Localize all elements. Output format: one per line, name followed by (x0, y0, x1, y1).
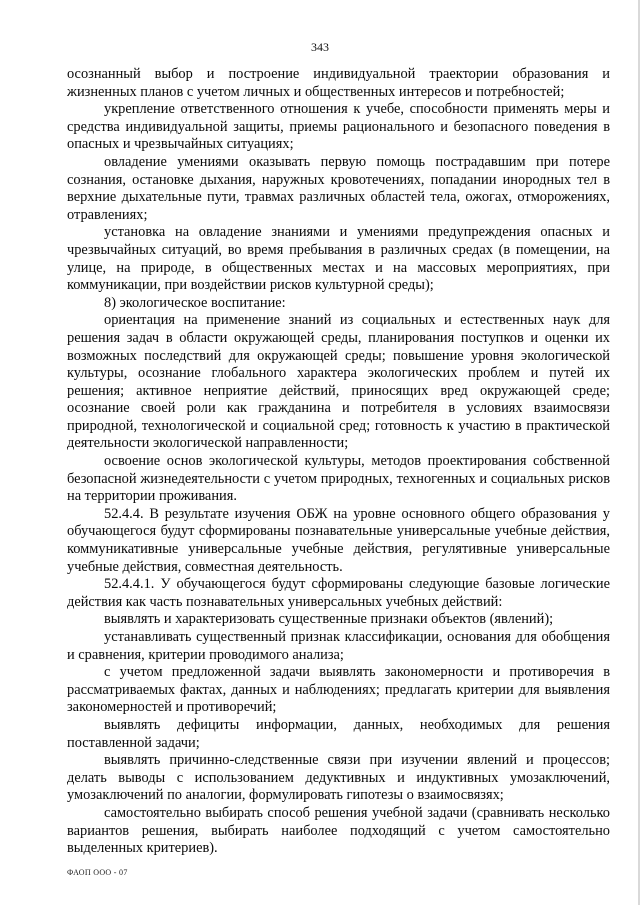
paragraph-clause-52-4-4-1: 52.4.4.1. У обучающегося будут сформированы следующие базовые логические действия как часть познавательных универсальных учебных действий: (67, 576, 610, 610)
paragraph-13: выявлять дефициты информации, данных, необходимых для решения поставленной задачи; (67, 716, 610, 751)
paragraph-12: с учетом предложенной задачи выявлять закономерности и противоречия в рассматриваемых фактах, данных и наблюдениях; предлагать критерии для выявления закономерностей и противоречий; (67, 664, 610, 716)
paragraph-15: самостоятельно выбирать способ решения учебной задачи (сравнивать несколько вариантов решения, выбирать наиболее подходящий с учетом самостоятельно выделенных критериев). (67, 804, 610, 857)
page-number: 343 (311, 40, 329, 54)
section-heading-ecological: 8) экологическое воспитание: (104, 294, 286, 311)
paragraph-2: укрепление ответственного отношения к учебе, способности применять меры и средства индивидуальной защиты, приемы рационального и безопасного поведения в опасных и чрезвычайных ситуациях; (67, 101, 610, 153)
paragraph-clause-52-4-4: 52.4.4. В результате изучения ОБЖ на уровне основного общего образования у обучающегося будут сформированы познавательные универсальные учебные действия, коммуникативные универсальные учебные действия, регулятивные универсальные учебные действия, совместная деятельность. (67, 505, 610, 575)
paragraph-14: выявлять причинно-следственные связи при изучении явлений и процессов; делать выводы с использованием дедуктивных и индуктивных умозаключений, умозаключений по аналогии, формулировать гипотезы о взаимосвязях; (67, 752, 610, 804)
paragraph-3: овладение умениями оказывать первую помощь пострадавшим при потере сознания, остановке дыхания, наружных кровотечениях, попадании инородных тел в верхние дыхательные пути, травмах различных областей тела, ожогах, отморожениях, отравлениях; (67, 153, 610, 223)
paragraph-7: освоение основ экологической культуры, методов проектирования собственной безопасной жизнедеятельности с учетом природных, техногенных и социальных рисков на территории проживания. (67, 453, 610, 505)
footer-document-code: ФАОП ООО - 07 (67, 868, 128, 877)
paragraph-4: установка на овладение знаниями и умениями предупреждения опасных и чрезвычайных ситуаций, во время пребывания в различных средах (в помещении, на улице, на природе, в общественных местах и на массовых мероприятиях, при коммуникации, при воздействии рисков культурной среды); (67, 224, 610, 294)
paragraph-11: устанавливать существенный признак классификации, основания для обобщения и сравнения, критерии проводимого анализа; (67, 629, 610, 663)
paragraph-1: осознанный выбор и построение индивидуальной траектории образования и жизненных планов с учетом личных и общественных интересов и потребностей; (67, 66, 610, 100)
paragraph-10: выявлять и характеризовать существенные признаки объектов (явлений); (104, 611, 554, 628)
document-body (67, 66, 610, 858)
paragraph-6: ориентация на применение знаний из социальных и естественных наук для решения задач в области окружающей среды, планирования поступков и оценки их возможных последствий для окружающей среды; повышение уровня экологической культуры, осознание глобального характера экологических проблем и путей их решения; активное неприятие действий, приносящих вред окружающей среде; осознание своей роли как гражданина и потребителя в условиях взаимосвязи природной, технологической и социальной сред; готовность к участию в практической деятельности экологической направленности; (67, 312, 610, 452)
